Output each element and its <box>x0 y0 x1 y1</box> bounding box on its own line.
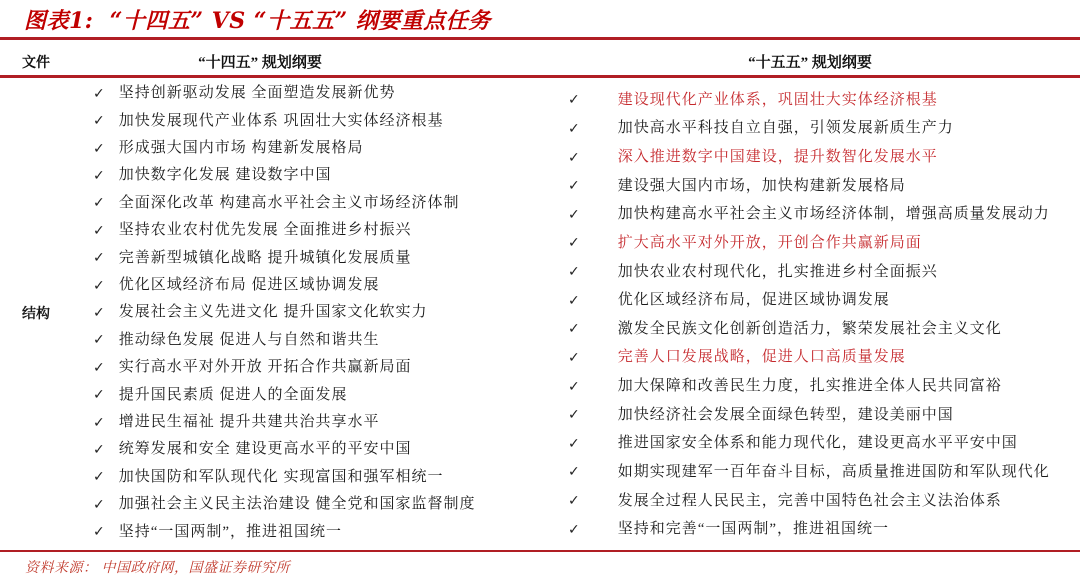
task-item <box>93 251 538 266</box>
task-item <box>568 322 1073 337</box>
column-label-file: 文件 <box>22 56 50 71</box>
task-item <box>568 121 1073 136</box>
check-icon: ✓ <box>568 349 580 366</box>
task-item <box>93 141 538 156</box>
task-text: 完善新型城镇化战略 提升城镇化发展质量 <box>118 249 412 266</box>
task-item <box>568 494 1073 509</box>
footer-divider <box>0 550 1080 552</box>
task-text: 加快高水平科技自立自强，引领发展新质生产力 <box>617 120 954 137</box>
task-item <box>568 265 1073 280</box>
task-text: 加快数字化发展 建设数字中国 <box>118 167 332 184</box>
task-text: 加大保障和改善民生力度，扎实推进全体人民共同富裕 <box>617 378 1002 395</box>
task-item <box>93 333 538 348</box>
task-text: 扩大高水平对外开放，开创合作共赢新局面 <box>617 234 922 251</box>
task-text: 推动绿色发展 促进人与自然和谐共生 <box>118 331 380 348</box>
column-header-plan15: “十五五” 规划纲要 <box>748 55 872 71</box>
task-text: 坚持农业农村优先发展 全面推进乡村振兴 <box>118 222 412 239</box>
check-icon: ✓ <box>93 469 105 486</box>
check-icon: ✓ <box>93 113 105 130</box>
task-text: 形成强大国内市场 构建新发展格局 <box>118 140 364 157</box>
task-item <box>568 465 1073 480</box>
task-item <box>568 150 1073 165</box>
task-text: 完善人口发展战略，促进人口高质量发展 <box>617 349 906 366</box>
task-text: 加快发展现代产业体系 巩固壮大实体经济根基 <box>118 112 444 129</box>
task-item <box>93 86 538 101</box>
check-icon: ✓ <box>568 264 580 281</box>
check-icon: ✓ <box>568 521 580 538</box>
check-icon: ✓ <box>93 359 105 376</box>
check-icon: ✓ <box>568 92 580 109</box>
task-text: 优化区域经济布局 促进区域协调发展 <box>118 277 380 294</box>
task-text: 建设现代化产业体系，巩固壮大实体经济根基 <box>617 91 938 108</box>
task-text: 加快构建高水平社会主义市场经济体制，增强高质量发展动力 <box>617 206 1050 223</box>
task-text: 发展社会主义先进文化 提升国家文化软实力 <box>118 304 428 321</box>
task-item <box>568 522 1073 537</box>
check-icon: ✓ <box>568 435 580 452</box>
task-text: 建设强大国内市场，加快构建新发展格局 <box>617 177 906 194</box>
task-item <box>93 497 538 512</box>
plan14-task-list <box>93 80 538 546</box>
task-text: 实行高水平对外开放 开拓合作共赢新局面 <box>118 359 412 376</box>
column-header-plan14: “十四五” 规划纲要 <box>198 55 322 71</box>
check-icon: ✓ <box>93 250 105 267</box>
check-icon: ✓ <box>93 222 105 239</box>
task-text: 加快农业农村现代化，扎实推进乡村全面振兴 <box>617 263 938 280</box>
check-icon: ✓ <box>568 178 580 195</box>
task-text: 优化区域经济布局，促进区域协调发展 <box>617 292 890 309</box>
task-item <box>93 415 538 430</box>
check-icon: ✓ <box>568 292 580 309</box>
task-item <box>93 223 538 238</box>
task-item <box>93 525 538 540</box>
check-icon: ✓ <box>93 332 105 349</box>
task-item <box>93 305 538 320</box>
task-text: 坚持和完善“一国两制”，推进祖国统一 <box>617 521 890 538</box>
task-item <box>568 179 1073 194</box>
row-label-structure: 结构 <box>22 307 50 322</box>
task-item <box>568 207 1073 222</box>
task-text: 提升国民素质 促进人的全面发展 <box>118 386 348 403</box>
task-item <box>568 293 1073 308</box>
task-item <box>93 388 538 403</box>
task-item <box>93 442 538 457</box>
task-item <box>93 360 538 375</box>
check-icon: ✓ <box>568 464 580 481</box>
task-text: 激发全民族文化创新创造活力，繁荣发展社会主义文化 <box>617 320 1002 337</box>
check-icon: ✓ <box>93 496 105 513</box>
header-divider <box>0 75 1080 78</box>
check-icon: ✓ <box>93 304 105 321</box>
task-text: 增进民生福祉 提升共建共治共享水平 <box>118 414 380 431</box>
task-item <box>568 379 1073 394</box>
task-item <box>568 436 1073 451</box>
check-icon: ✓ <box>568 120 580 137</box>
check-icon: ✓ <box>93 195 105 212</box>
check-icon: ✓ <box>93 85 105 102</box>
task-text: 如期实现建军一百年奋斗目标，高质量推进国防和军队现代化 <box>617 463 1050 480</box>
task-text: 发展全过程人民民主，完善中国特色社会主义法治体系 <box>617 492 1002 509</box>
task-text: 坚持“一国两制”，推进祖国统一 <box>118 523 343 540</box>
check-icon: ✓ <box>568 378 580 395</box>
task-item <box>568 236 1073 251</box>
check-icon: ✓ <box>93 414 105 431</box>
task-item <box>93 278 538 293</box>
check-icon: ✓ <box>568 149 580 166</box>
task-item <box>568 350 1073 365</box>
task-text: 统筹发展和安全 建设更高水平的平安中国 <box>118 441 412 458</box>
task-text: 加强社会主义民主法治建设 健全党和国家监督制度 <box>118 496 476 513</box>
check-icon: ✓ <box>93 167 105 184</box>
check-icon: ✓ <box>93 441 105 458</box>
task-item <box>568 408 1073 423</box>
task-item <box>93 470 538 485</box>
check-icon: ✓ <box>93 277 105 294</box>
check-icon: ✓ <box>568 493 580 510</box>
task-text: 加快国防和军队现代化 实现富国和强军相统一 <box>118 468 444 485</box>
check-icon: ✓ <box>93 140 105 157</box>
task-text: 深入推进数字中国建设，提升数智化发展水平 <box>617 149 938 166</box>
check-icon: ✓ <box>93 524 105 541</box>
task-text: 坚持创新驱动发展 全面塑造发展新优势 <box>118 85 396 102</box>
source-note: 资料来源： 中国政府网，国盛证券研究所 <box>25 561 290 576</box>
task-item <box>93 168 538 183</box>
title-divider <box>0 37 1080 40</box>
check-icon: ✓ <box>568 407 580 424</box>
task-item <box>568 93 1073 108</box>
task-text: 推进国家安全体系和能力现代化，建设更高水平平安中国 <box>617 435 1018 452</box>
check-icon: ✓ <box>568 235 580 252</box>
check-icon: ✓ <box>568 321 580 338</box>
plan15-task-list <box>568 86 1073 544</box>
check-icon: ✓ <box>568 206 580 223</box>
task-item <box>93 196 538 211</box>
task-item <box>93 114 538 129</box>
task-text: 全面深化改革 构建高水平社会主义市场经济体制 <box>118 194 460 211</box>
task-text: 加快经济社会发展全面绿色转型，建设美丽中国 <box>617 406 954 423</box>
figure-title: 图表1: “十四五” VS “十五五” 纲要重点任务 <box>24 8 491 34</box>
check-icon: ✓ <box>93 387 105 404</box>
